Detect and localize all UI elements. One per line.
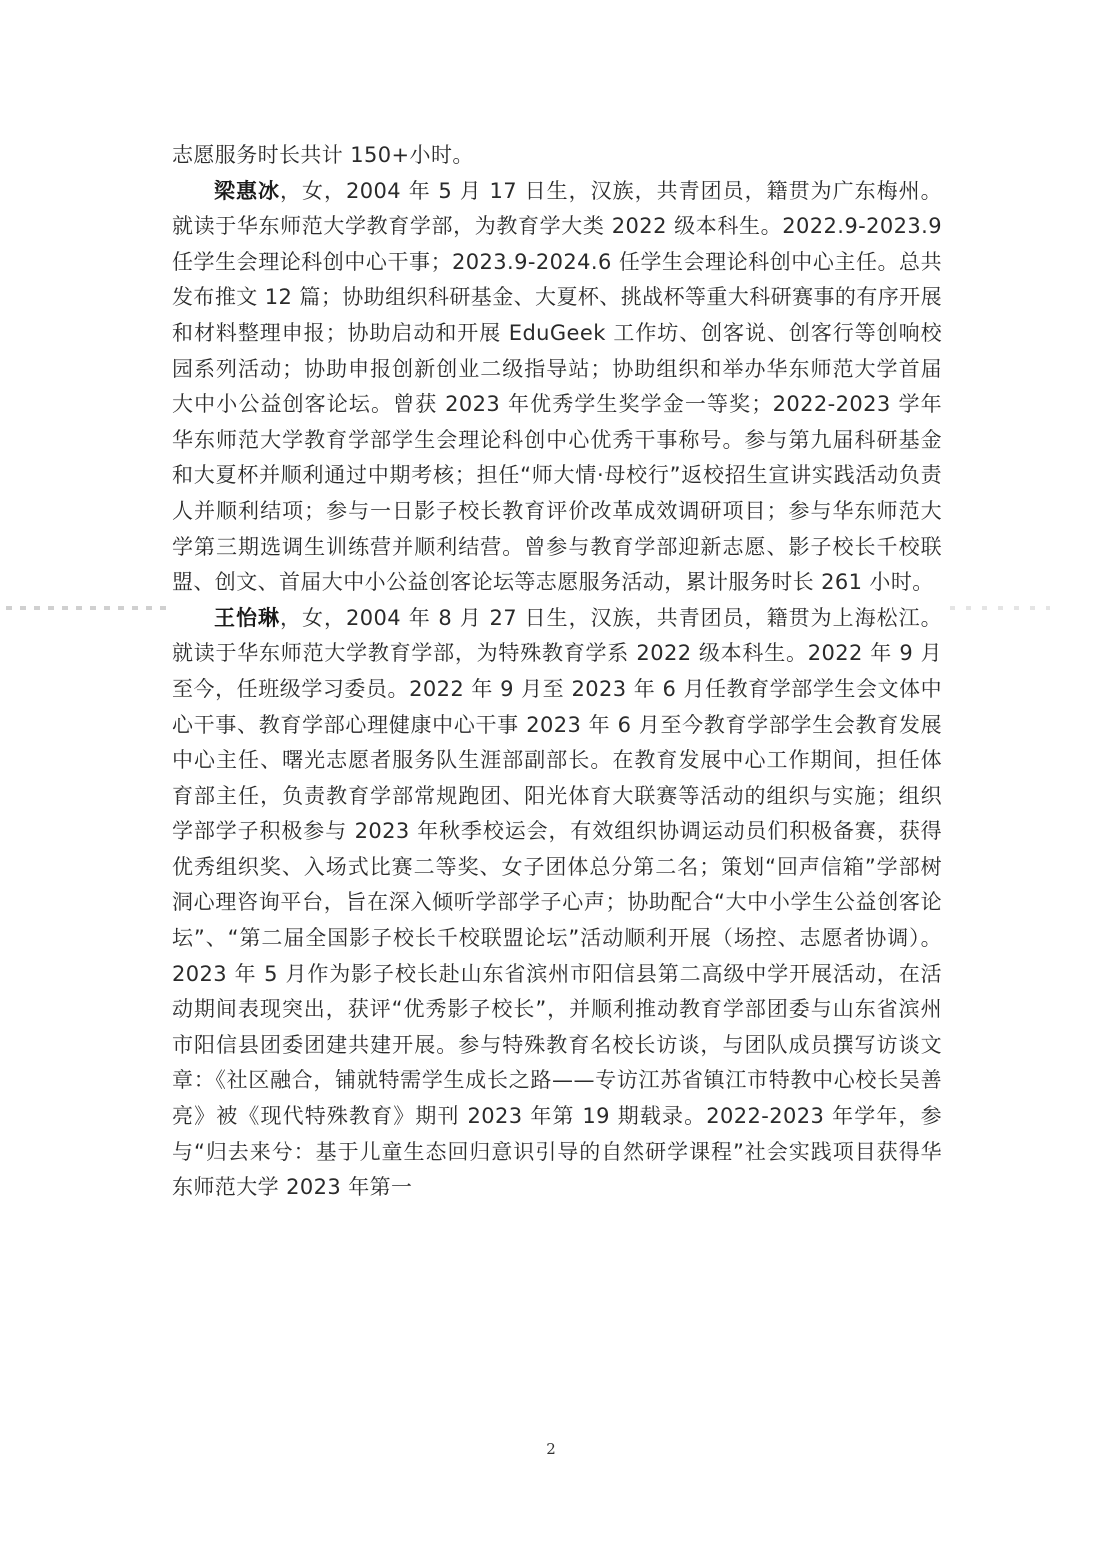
paragraph-text: ，女，2004 年 5 月 17 日生，汉族，共青团员，籍贯为广东梅州。就读于华东师范大学教育学部，为教育学大类 2022 级本科生。2022.9-2023.9 任学生会理论科创中心干事；2023.9-2024.6 任学生会理论科创中心主任。总共发布推文 12 篇；协助组织科研基金、大夏杯、挑战杯等重大科研赛事的有序开展和材料整理申报；协助启动和开展 EduGeek 工作坊、创客说、创客行等创响校园系列活动；协助申报创新创业二级指导站；协助组织和举办华东师范大学首届大中小公益创客论坛。曾获 2023 年优秀学生奖学金一等奖；2022-2023 学年华东师范大学教育学部学生会理论科创中心优秀干事称号。参与第九届科研基金和大夏杯并顺利通过中期考核；担任“师大情·母校行”返校招生宣讲实践活动负责人并顺利结项；参与一日影子校长教育评价改革成效调研项目；参与华东师范大学第三期选调生训练营并顺利结营。曾参与教育学部迎新志愿、影子校长千校联盟、创文、首届大中小公益创客论坛等志愿服务活动，累计服务时长 261 小时。 <box>172 178 942 595</box>
scan-artifact <box>6 606 166 610</box>
document-body <box>172 138 942 1206</box>
paragraph-text: 志愿服务时长共计 150+小时。 <box>172 143 474 167</box>
page-number: 2 <box>546 1440 556 1458</box>
paragraph-text: ，女，2004 年 8 月 27 日生，汉族，共青团员，籍贯为上海松江。就读于华东师范大学教育学部，为特殊教育学系 2022 级本科生。2022 年 9 月至今，任班级学习委员。2022 年 9 月至 2023 年 6 月任教育学部学生会文体中心干事、教育学部心理健康中心干事 2023 年 6 月至今教育学部学生会教育发展中心主任、曙光志愿者服务队生涯部副部长。在教育发展中心工作期间，担任体育部主任，负责教育学部常规跑团、阳光体育大联赛等活动的组织与实施；组织学部学子积极参与 2023 年秋季校运会，有效组织协调运动员们积极备赛，获得优秀组织奖、入场式比赛二等奖、女子团体总分第二名；策划“回声信箱”学部树洞心理咨询平台，旨在深入倾听学部学子心声；协助配合“大中小学生公益创客论坛”、“第二届全国影子校长千校联盟论坛”活动顺利开展（场控、志愿者协调）。2023 年 5 月作为影子校长赴山东省滨州市阳信县第二高级中学开展活动，在活动期间表现突出，获评“优秀影子校长”，并顺利推动教育学部团委与山东省滨州市阳信县团委团建共建开展。参与特殊教育名校长访谈，与团队成员撰写访谈文章：《社区融合，铺就特需学生成长之路——专访江苏省镇江市特教中心校长吴善亮》被《现代特殊教育》期刊 2023 年第 19 期载录。2022-2023 年学年，参与“归去来兮：基于儿童生态回归意识引导的自然研学课程”社会实践项目获得华东师范大学 2023 年第一 <box>172 605 942 1200</box>
paragraph-profile-liang <box>172 174 942 601</box>
paragraph-continuation <box>172 138 942 174</box>
scan-artifact <box>950 606 1050 610</box>
person-name: 王怡琳 <box>214 605 280 630</box>
paragraph-profile-wang <box>172 601 942 1206</box>
person-name: 梁惠冰 <box>214 178 280 203</box>
